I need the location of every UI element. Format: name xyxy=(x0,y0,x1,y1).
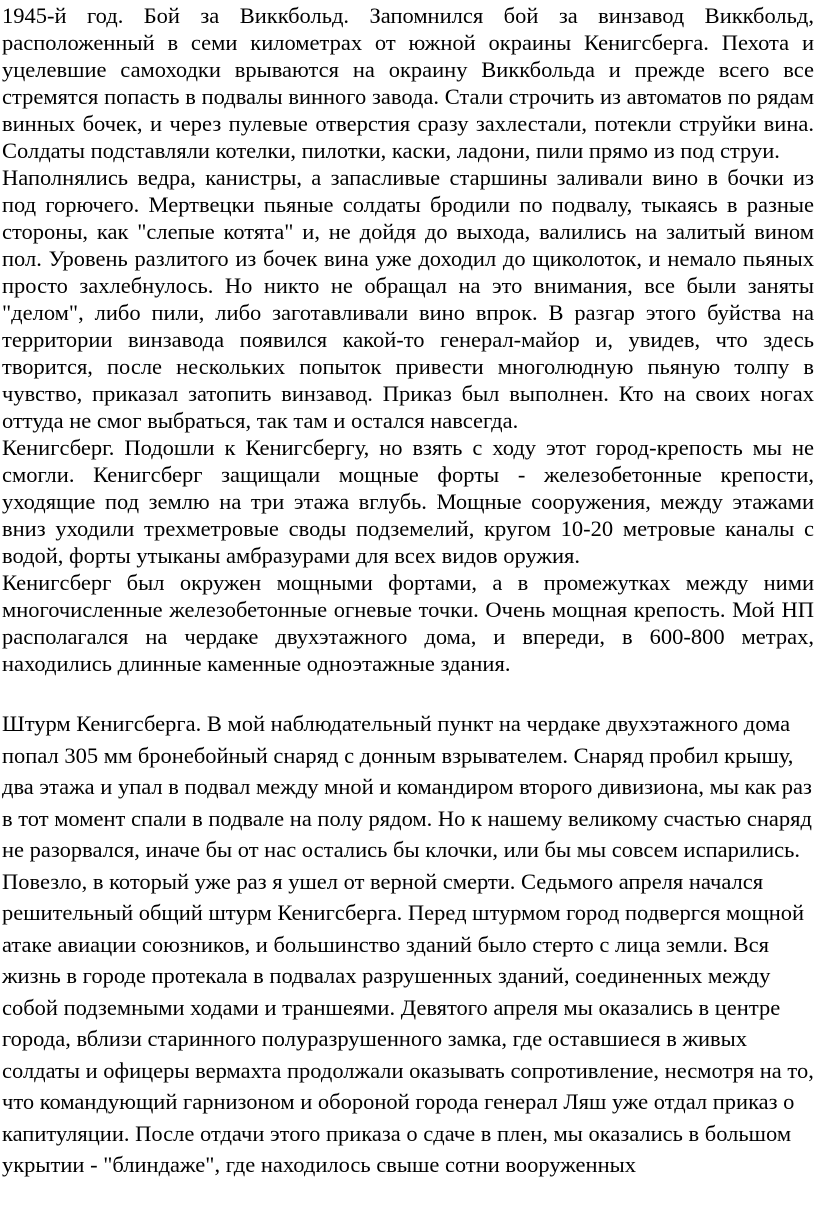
paragraph-winery-flooding: Наполнялись ведра, канистры, а запасливые старшины заливали вино в бочки из под горючего. Мертвецки пьяные солдаты бродили по подвалу, тыкаясь в разные стороны, как "слепые котята" и, не дойдя до выхода, валились на залитый вином пол. Уровень разлитого из бочек вина уже доходил до щиколоток, и немало пьяных просто захлебнулось. Но никто не обращал на это внимания, все были заняты "делом", либо пили, либо заготавливали вино впрок. В разгар этого буйства на территории винзавода появился какой-то генерал-майор и, увидев, что здесь творится, после нескольких попыток привести многолюдную пьяную толпу в чувство, приказал затопить винзавод. Приказ был выполнен. Кто на своих ногах оттуда не смог выбраться, так там и остался навсегда. xyxy=(2,165,814,433)
justified-text-section xyxy=(2,2,814,677)
paragraph-konigsberg-assault: Штурм Кенигсберга. В мой наблюдательный пункт на чердаке двухэтажного дома попал 305 мм бронебойный снаряд с донным взрывателем. Снаряд пробил крышу, два этажа и упал в подвал между мной и командиром второго дивизиона, мы как раз в тот момент спали в подвале на полу рядом. Но к нашему великому счастью снаряд не разорвался, иначе бы от нас остались бы клочки, или бы мы совсем испарились. Повезло, в который уже раз я ушел от верной смерти. Седьмого апреля начался решительный общий штурм Кенигсберга. Перед штурмом город подвергся мощной атаке авиации союзников, и большинство зданий было стерто с лица земли. Вся жизнь в городе протекала в подвалах разрушенных зданий, соединенных между собой подземными ходами и траншеями. Девятого апреля мы оказались в центре города, вблизи старинного полуразрушенного замка, где оставшиеся в живых солдаты и офицеры вермахта продолжали оказывать сопротивление, несмотря на то, что командующий гарнизоном и обороной города генерал Ляш уже отдал приказ о капитуляции. После отдачи этого приказа о сдаче в плен, мы оказались в большом укрытии - "блиндаже", где находилось свыше сотни вооруженных xyxy=(2,711,814,1177)
paragraph-konigsberg-fortress: Кенигсберг был окружен мощными фортами, а в промежутках между ними многочисленные железобетонные огневые точки. Очень мощная крепость. Мой НП располагался на чердаке двухэтажного дома, и впереди, в 600-800 метрах, находились длинные каменные одноэтажные здания. xyxy=(2,570,814,676)
paragraph-wickbold-battle: 1945-й год. Бой за Виккбольд. Запомнился бой за винзавод Виккбольд, расположенный в семи километрах от южной окраины Кенигсберга. Пехота и уцелевшие самоходки врываются на окраину Виккбольда и прежде всего все стремятся попасть в подвалы винного завода. Стали строчить из автоматов по рядам винных бочек, и через пулевые отверстия сразу захлестали, потекли струйки вина. Солдаты подставляли котелки, пилотки, каски, ладони, пили прямо из под струи. xyxy=(2,3,814,163)
paragraph-konigsberg-forts: Кенигсберг. Подошли к Кенигсбергу, но взять с ходу этот город-крепость мы не смогли. Кенигсберг защищали мощные форты - железобетонные крепости, уходящие под землю на три этажа вглубь. Мощные сооружения, между этажами вниз уходили трехметровые своды подземелий, кругом 10-20 метровые каналы с водой, форты утыканы амбразурами для всех видов оружия. xyxy=(2,435,814,568)
ragged-text-section xyxy=(2,708,814,1181)
